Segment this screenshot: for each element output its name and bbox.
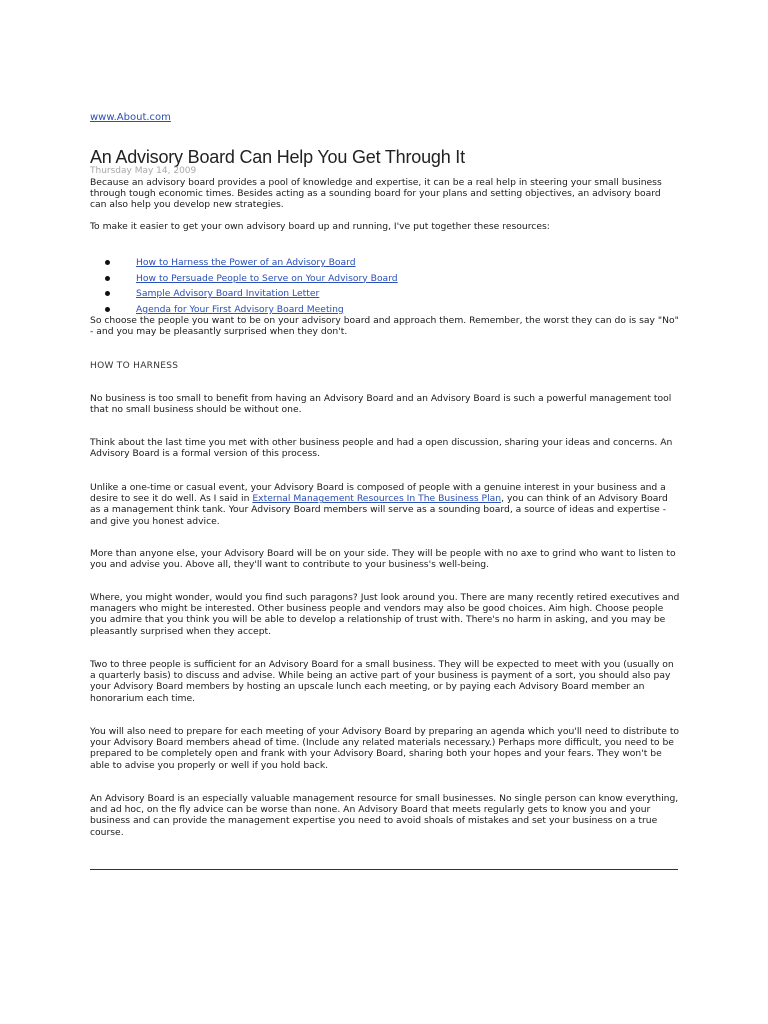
paragraph-text: , you can think of an Advisory Board as a management think tank. Your Advisory Board members will serve as a sounding board, a source of ideas and expertise - and give you honest advice.	[90, 493, 668, 527]
section-paragraph-2: Think about the last time you met with other business people and had a open discussion, sharing your ideas and concerns. An Advisory Board is a formal version of this process.	[90, 437, 673, 460]
paragraph-text: Unlike a one-time or casual event, your Advisory Board is composed of people with a genuine interest in your business and a desire to see it do well. As I said in	[90, 482, 666, 505]
resource-link-invitation-letter[interactable]: Sample Advisory Board Invitation Letter	[136, 288, 320, 300]
section-paragraph-3	[90, 482, 680, 527]
article-title: An Advisory Board Can Help You Get Through It	[90, 147, 465, 167]
resource-list	[90, 257, 680, 319]
section-heading: HOW TO HARNESS	[90, 361, 179, 371]
section-paragraph-4: More than anyone else, your Advisory Board will be on your side. They will be people with no axe to grind who want to listen to you and advise you. Above all, they'll want to contribute to your business's well-being.	[90, 548, 676, 571]
source-link[interactable]: www.About.com	[90, 112, 171, 123]
section-paragraph-1: No business is too small to benefit from having an Advisory Board and an Advisory Board is such a powerful management tool that no small business should be without one.	[90, 393, 672, 416]
list-item	[90, 273, 680, 289]
after-resources-paragraph: So choose the people you want to be on your advisory board and approach them. Remember, the worst they can do is say "No" - and you may be pleasantly surprised when they don't.	[90, 315, 679, 338]
bullet-icon	[105, 291, 110, 296]
section-paragraph-7: You will also need to prepare for each meeting of your Advisory Board by preparing an agenda which you'll need to distribute to your Advisory Board members ahead of time. (Include any related materials necessary.) Perhaps more difficult, you need to be prepared to be completely open and frank with your Advisory Board, sharing both your hopes and your fears. They won't be able to advise you properly or well if you hold back.	[90, 726, 680, 771]
section-paragraph-8: An Advisory Board is an especially valuable management resource for small businesses. No single person can know everything, and ad hoc, on the fly advice can be worse than none. An Advisory Board that meets regularly gets to know you and your business and can provide the management expertise you need to avoid shoals of mistakes and set your business on a true course.	[90, 793, 679, 838]
resources-intro: To make it easier to get your own advisory board up and running, I've put together these resources:	[90, 221, 550, 232]
intro-paragraph: Because an advisory board provides a pool of knowledge and expertise, it can be a real help in steering your small business through tough economic times. Besides acting as a sounding board for your plans and setting objectives, an advisory board can also help you develop new strategies.	[90, 177, 662, 211]
business-plan-link[interactable]: External Management Resources In The Business Plan	[252, 493, 502, 505]
section-paragraph-6: Two to three people is sufficient for an Advisory Board for a small business. They will be expected to meet with you (usually on a quarterly basis) to discuss and advise. While being an active part of your business is payment of a sort, you should also pay your Advisory Board members by hosting an upscale lunch each meeting, or by paying each Advisory Board member an honorarium each time.	[90, 659, 674, 704]
bottom-divider	[90, 869, 678, 870]
bullet-icon	[105, 260, 110, 265]
resource-link-persuade[interactable]: How to Persuade People to Serve on Your Advisory Board	[136, 272, 398, 284]
resource-link-agenda[interactable]: Agenda for Your First Advisory Board Meeting	[136, 303, 344, 315]
bullet-icon	[105, 307, 110, 312]
list-item	[90, 288, 680, 304]
section-paragraph-5: Where, you might wonder, would you find such paragons? Just look around you. There are many recently retired executives and managers who might be interested. Other business people and vendors may also be good choices. Aim high. Choose people you admire that you think you will be able to develop a relationship of trust with. There's no harm in asking, and you may be pleasantly surprised when they accept.	[90, 592, 680, 637]
article-date: Thursday May 14, 2009	[90, 166, 197, 176]
bullet-icon	[105, 276, 110, 281]
list-item	[90, 257, 680, 273]
resource-link-harness[interactable]: How to Harness the Power of an Advisory Board	[136, 257, 356, 268]
